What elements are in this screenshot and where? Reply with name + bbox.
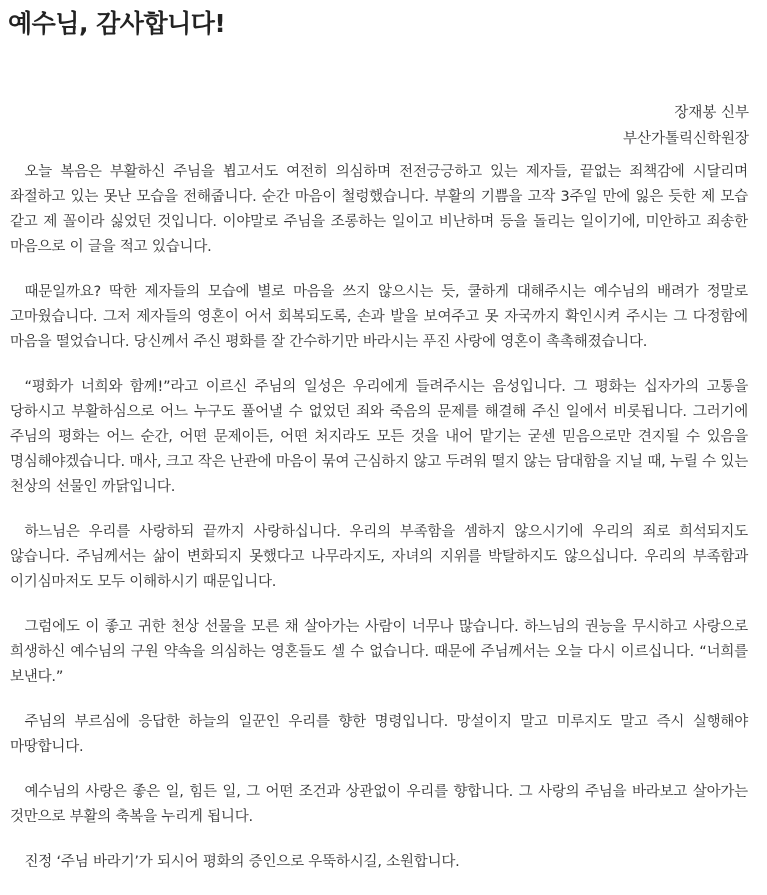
author-block: [623, 100, 749, 152]
paragraph-5: 그럼에도 이 좋고 귀한 천상 선물을 모른 채 살아가는 사람이 너무나 많습니다. 하느님의 권능을 무시하고 사랑으로 희생하신 예수님의 구원 약속을 의심하는 영혼들도 셀 수 없습니다. 때문에 주님께서는 오늘 다시 이르십니다. “너희를 보낸다.”: [10, 619, 748, 685]
paragraph-4: 하느님은 우리를 사랑하되 끝까지 사랑하십니다. 우리의 부족함을 셈하지 않으시기에 우리의 죄로 희석되지도 않습니다. 주님께서는 삶이 변화되지 못했다고 나무라지도, 자녀의 지위를 박탈하지도 않으십니다. 우리의 부족함과 이기심마저도 모두 이해하시기 때문입니다.: [10, 524, 748, 590]
paragraph-1: 오늘 복음은 부활하신 주님을 뵙고서도 여전히 의심하며 전전긍긍하고 있는 제자들, 끝없는 죄책감에 시달리며 좌절하고 있는 못난 모습을 전해줍니다. 순간 마음이 철렁했습니다. 부활의 기쁨을 고작 3주일 만에 잃은 듯한 제 모습 같고 제 꼴이라 싫었던 것입니다. 이야말로 주님을 조롱하는 일이고 비난하며 등을 돌리는 일이기에, 미안하고 죄송한 마음으로 이 글을 적고 있습니다.: [10, 164, 748, 255]
paragraph-3: “평화가 너희와 함께!”라고 이르신 주님의 일성은 우리에게 들려주시는 음성입니다. 그 평화는 십자가의 고통을 당하시고 부활하심으로 어느 누구도 풀어낼 수 없었던 죄와 죽음의 문제를 해결해 주신 일에서 비롯됩니다. 그러기에 주님의 평화는 어느 순간, 어떤 문제이든, 어떤 처지라도 모든 것을 내어 맡기는 굳센 믿음으로만 견지될 수 있음을 명심해야겠습니다. 매사, 크고 작은 난관에 마음이 묶여 근심하지 않고 두려워 떨지 않는 담대함을 지닐 때, 누릴 수 있는 천상의 선물인 까닭입니다.: [10, 379, 748, 495]
article-title: 예수님, 감사합니다!: [8, 9, 226, 38]
author-name: 장재봉 신부: [674, 105, 749, 121]
paragraph-7: 예수님의 사랑은 좋은 일, 힘든 일, 그 어떤 조건과 상관없이 우리를 향합니다. 그 사랑의 주님을 바라보고 살아가는 것만으로 부활의 축복을 누리게 됩니다.: [10, 784, 748, 825]
author-position: 부산가톨릭신학원장: [622, 131, 749, 147]
paragraph-6: 주님의 부르심에 응답한 하늘의 일꾼인 우리를 향한 명령입니다. 망설이지 말고 미루지도 말고 즉시 실행해야 마땅합니다.: [10, 714, 748, 755]
article-body: [10, 160, 748, 895]
paragraph-2: 때문일까요? 딱한 제자들의 모습에 별로 마음을 쓰지 않으시는 듯, 쿨하게 대해주시는 예수님의 배려가 정말로 고마웠습니다. 그저 제자들의 영혼이 어서 회복되도록, 손과 발을 보여주고 못 자국까지 확인시켜 주시는 그 다정함에 마음을 떨었습니다. 당신께서 주신 평화를 잘 간수하기만 바라시는 푸진 사랑에 영혼이 촉촉해졌습니다.: [10, 284, 748, 350]
paragraph-8: 진정 ‘주님 바라기’가 되시어 평화의 증인으로 우뚝하시길, 소원합니다.: [24, 854, 460, 870]
